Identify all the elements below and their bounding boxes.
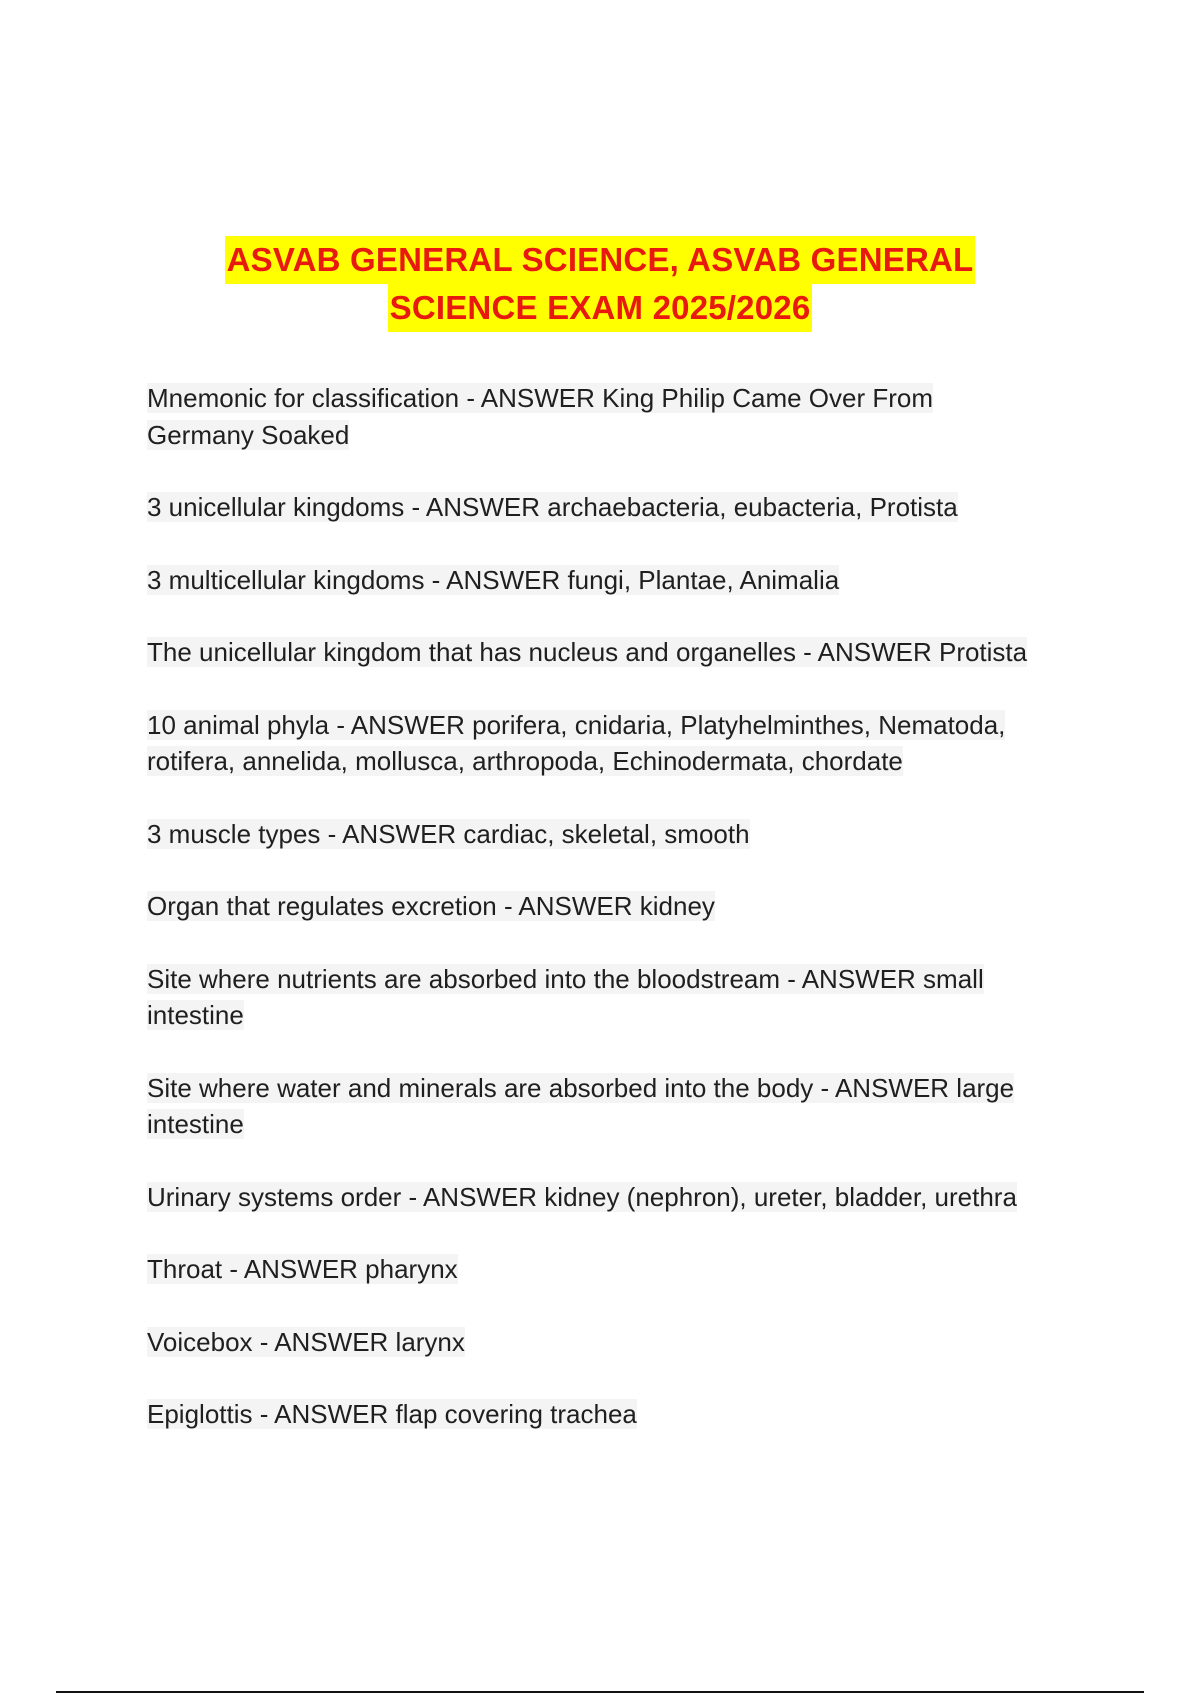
qa-item: [147, 961, 1047, 1034]
qa-text: Voicebox - ANSWER larynx: [147, 1326, 465, 1357]
qa-item: [147, 562, 1047, 599]
qa-text: Organ that regulates excretion - ANSWER kidney: [147, 891, 715, 921]
qa-item: [147, 380, 1047, 453]
qa-text: Mnemonic for classification - ANSWER King Philip Came Over From Germany Soaked: [147, 383, 934, 450]
qa-list: [147, 380, 1047, 1469]
qa-text: Site where water and minerals are absorbed into the body - ANSWER large intestine: [147, 1072, 1015, 1139]
qa-item: [147, 1070, 1047, 1143]
qa-item: [147, 888, 1047, 925]
qa-text: Urinary systems order - ANSWER kidney (nephron), ureter, bladder, urethra: [147, 1181, 1017, 1212]
qa-text: 10 animal phyla - ANSWER porifera, cnidaria, Platyhelminthes, Nematoda, rotifera, annelida, mollusca, arthropoda, Echinodermata, chordate: [147, 709, 1006, 776]
qa-item: [147, 1179, 1047, 1216]
qa-text: Epiglottis - ANSWER flap covering trachea: [147, 1399, 637, 1429]
qa-item: [147, 1251, 1047, 1288]
title-line-2: SCIENCE EXAM 2025/2026: [388, 284, 813, 332]
qa-item: [147, 1396, 1047, 1433]
qa-item: [147, 1324, 1047, 1361]
qa-item: [147, 489, 1047, 526]
qa-item: [147, 707, 1047, 780]
qa-text: Site where nutrients are absorbed into the bloodstream - ANSWER small intestine: [147, 963, 984, 1030]
document-title: [0, 236, 1200, 332]
qa-text: 3 muscle types - ANSWER cardiac, skeletal, smooth: [147, 818, 750, 849]
qa-item: [147, 634, 1047, 671]
qa-text: The unicellular kingdom that has nucleus and organelles - ANSWER Protista: [147, 637, 1028, 667]
qa-text: 3 unicellular kingdoms - ANSWER archaebacteria, eubacteria, Protista: [147, 492, 958, 522]
qa-text: Throat - ANSWER pharynx: [147, 1254, 458, 1284]
qa-item: [147, 816, 1047, 853]
title-line-1: ASVAB GENERAL SCIENCE, ASVAB GENERAL: [225, 236, 976, 284]
qa-text: 3 multicellular kingdoms - ANSWER fungi, Plantae, Animalia: [147, 564, 840, 595]
footer-divider: [56, 1691, 1144, 1693]
